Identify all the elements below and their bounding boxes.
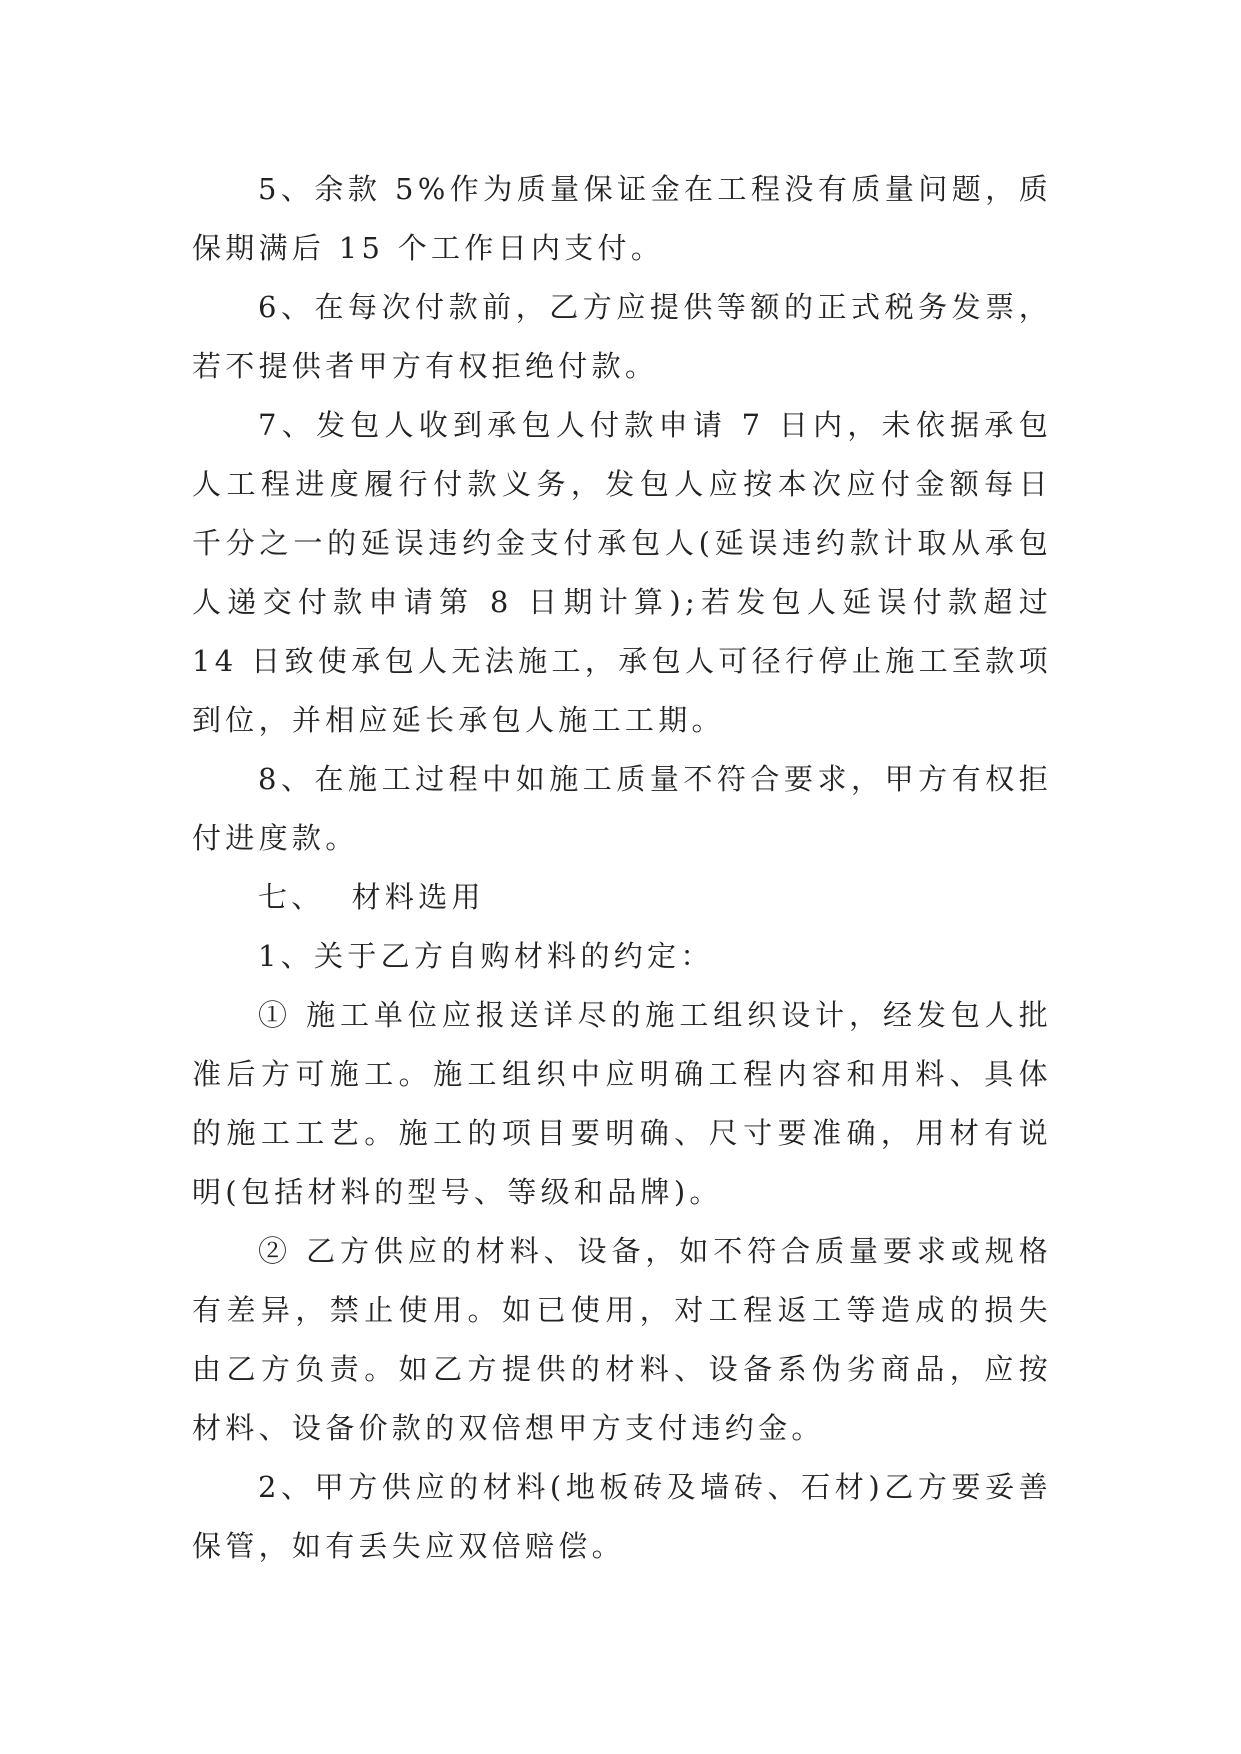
section-heading-materials: 七、 材料选用: [258, 880, 485, 914]
paragraph-item-7-late-payment: 7、发包人收到承包人付款申请 7 日内，未依据承包人工程进度履行付款义务，发包人应按本次应付金额每日千分之一的延误违约金支付承包人(延误违约款计取从承包人递交付款申请第 8 日期计算);若发包人延误付款超过 14 日致使承包人无法施工，承包人可径行停止施工至款项到位，并相应延长承包人施工工期。: [192, 408, 1052, 737]
paragraph-item-1-contractor-materials: 1、关于乙方自购材料的约定：: [258, 939, 714, 973]
paragraph-item-8-quality: 8、在施工过程中如施工质量不符合要求，甲方有权拒付进度款。: [192, 762, 1052, 855]
document-body: [192, 160, 1052, 1576]
paragraph-item-5-retention: 5、余款 5%作为质量保证金在工程没有质量问题，质保期满后 15 个工作日内支付。: [192, 172, 1052, 265]
paragraph-subitem-2-supply: ② 乙方供应的材料、设备，如不符合质量要求或规格有差异，禁止使用。如已使用，对工程返工等造成的损失由乙方负责。如乙方提供的材料、设备系伪劣商品，应按材料、设备价款的双倍想甲方支付违约金。: [192, 1234, 1052, 1445]
paragraph-item-6-invoice: 6、在每次付款前，乙方应提供等额的正式税务发票，若不提供者甲方有权拒绝付款。: [192, 290, 1052, 383]
paragraph-subitem-1-design: ① 施工单位应报送详尽的施工组织设计，经发包人批准后方可施工。施工组织中应明确工程内容和用料、具体的施工工艺。施工的项目要明确、尺寸要准确，用材有说明(包括材料的型号、等级和品牌)。: [192, 998, 1052, 1209]
paragraph-item-2-owner-materials: 2、甲方供应的材料(地板砖及墙砖、石材)乙方要妥善保管，如有丢失应双倍赔偿。: [192, 1470, 1052, 1563]
